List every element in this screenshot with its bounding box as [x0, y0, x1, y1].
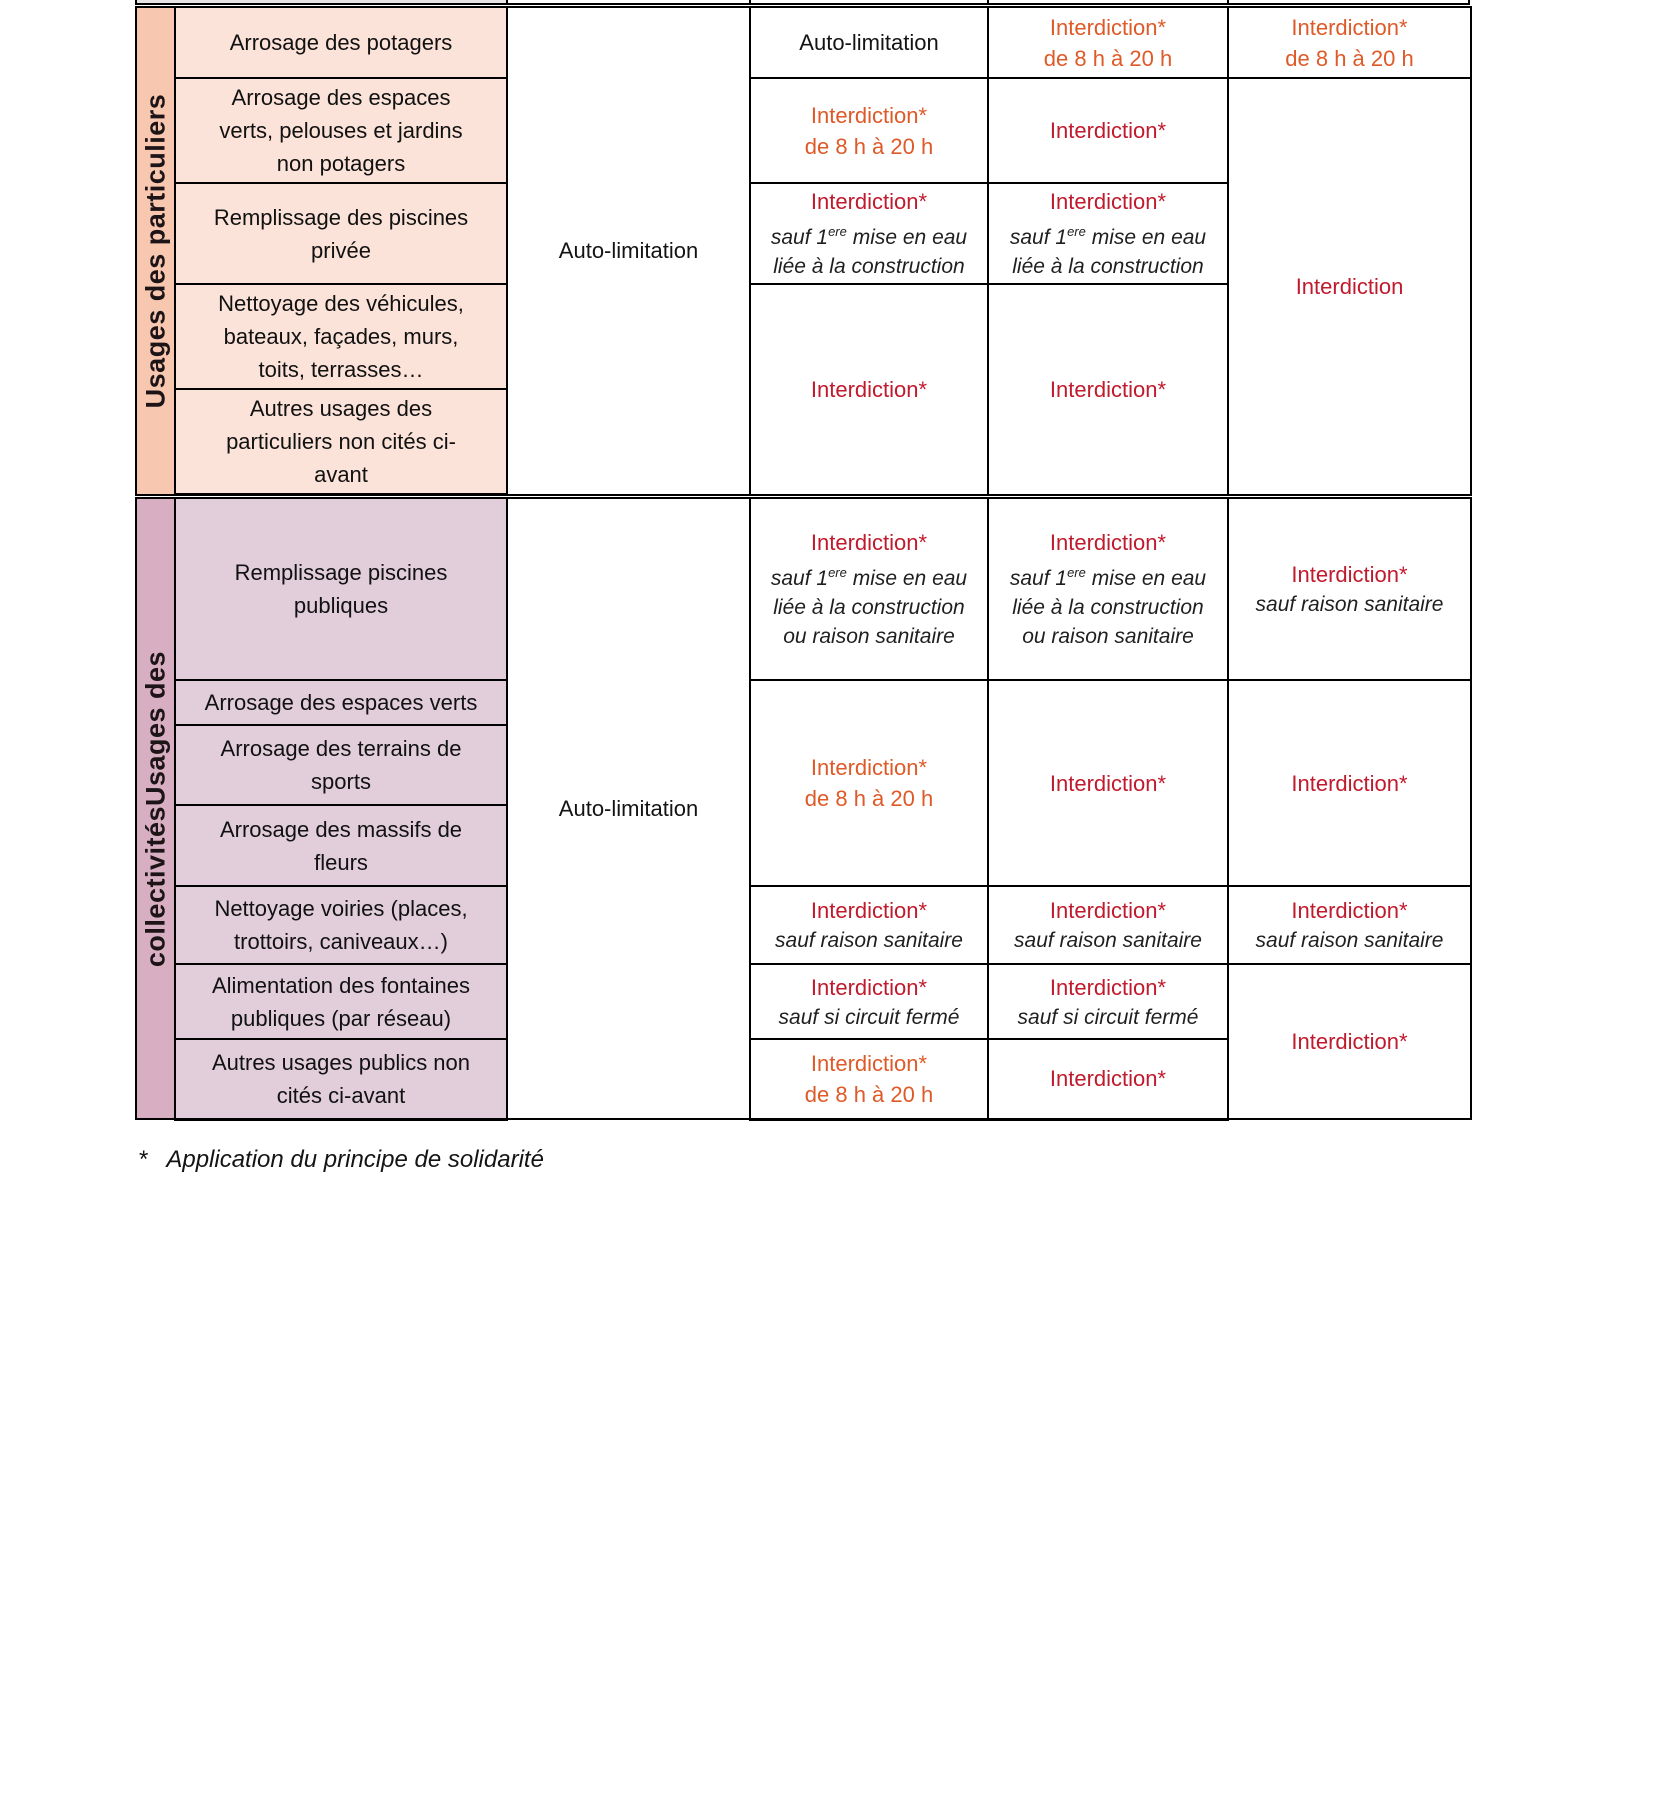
restriction-hours: de 8 h à 20 h [804, 133, 934, 159]
restriction-text: Auto-limitation [558, 796, 699, 821]
restriction-cell [1228, 498, 1471, 680]
restriction-text: Interdiction* [1291, 14, 1408, 40]
restriction-exception: sauf 1ere mise en eau [1009, 565, 1207, 590]
restriction-text: Interdiction* [1291, 1029, 1408, 1054]
restriction-hours: de 8 h à 20 h [1285, 45, 1414, 71]
category-label: toits, terrasses… [258, 357, 424, 382]
restriction-text: Interdiction* [1049, 118, 1167, 143]
restriction-cell [988, 7, 1228, 78]
restriction-exception: liée à la construction [773, 255, 965, 278]
restriction-cell [750, 7, 988, 78]
restriction-cell-merged [988, 284, 1228, 495]
category-label: publiques [293, 593, 389, 618]
restriction-exception: ou raison sanitaire [783, 625, 955, 648]
restriction-text: Interdiction* [810, 974, 928, 1000]
category-label: Arrosage des espaces [231, 85, 451, 110]
category-label: cités ci-avant [276, 1082, 406, 1108]
column-border-tick [1227, 0, 1229, 3]
category-label: Nettoyage voiries (places, [214, 896, 468, 921]
restriction-text: Interdiction* [1291, 898, 1408, 923]
category-label: Arrosage des potagers [229, 30, 453, 55]
restriction-text: Auto-limitation [558, 238, 699, 264]
restriction-exception: sauf raison sanitaire [1255, 593, 1444, 616]
section-side-label-cell [136, 498, 175, 1119]
category-cell [175, 389, 507, 495]
restriction-text: Interdiction* [1049, 974, 1167, 1000]
category-label: sports [311, 769, 371, 794]
category-cell [175, 886, 507, 964]
category-label: Alimentation des fontaines [211, 972, 471, 998]
restriction-cell-merged [988, 680, 1228, 886]
restriction-exception: sauf 1ere mise en eau [770, 224, 968, 249]
restriction-hours: de 8 h à 20 h [1043, 45, 1173, 71]
restriction-exception: liée à la construction [1012, 255, 1204, 278]
restriction-cell [750, 1039, 988, 1119]
restriction-cell-auto-limitation-merged [507, 498, 750, 1119]
category-cell [175, 1039, 507, 1119]
category-cell [175, 725, 507, 805]
restriction-text: Interdiction* [1049, 898, 1167, 923]
restriction-cell [1228, 7, 1471, 78]
category-cell [175, 964, 507, 1039]
restriction-exception: sauf si circuit fermé [1017, 1005, 1199, 1029]
footnote [139, 1146, 544, 1174]
category-label: bateaux, façades, murs, [223, 324, 459, 349]
restriction-text: Interdiction* [1049, 14, 1167, 40]
restriction-text: Interdiction [1295, 273, 1404, 299]
category-label: publiques (par réseau) [230, 1005, 452, 1031]
restriction-cell [988, 886, 1228, 964]
restriction-cell [1228, 886, 1471, 964]
restriction-text: Interdiction* [810, 102, 928, 128]
restriction-cell [750, 964, 988, 1039]
cutoff-header-sliver [135, 0, 1470, 5]
restriction-cell-merged [750, 680, 988, 886]
restriction-cell [750, 498, 988, 680]
table-usages-collectivites [135, 497, 1472, 1121]
restriction-cell-merged [1228, 964, 1471, 1119]
category-cell [175, 498, 507, 680]
table-usages-particuliers [135, 6, 1472, 496]
restriction-exception: sauf raison sanitaire [775, 929, 963, 952]
restriction-text: Interdiction* [1049, 530, 1167, 555]
restriction-exception: liée à la construction [1012, 596, 1204, 619]
category-label: privée [311, 237, 371, 263]
restriction-text: Interdiction* [1049, 376, 1167, 402]
restriction-cell [988, 78, 1228, 183]
restriction-text: Interdiction* [1049, 770, 1167, 796]
category-label: Arrosage des massifs de [219, 816, 463, 842]
restriction-text: Auto-limitation [799, 30, 939, 55]
restriction-exception: sauf 1ere mise en eau [1009, 224, 1207, 249]
category-label: fleurs [314, 849, 368, 875]
restriction-exception: ou raison sanitaire [1022, 625, 1194, 648]
category-cell [175, 680, 507, 725]
category-label: Autres usages des [249, 396, 433, 421]
restriction-cell [988, 964, 1228, 1039]
column-border-tick [987, 0, 989, 3]
restriction-cell [988, 1039, 1228, 1119]
category-label: Autres usages publics non [211, 1049, 471, 1075]
category-label: Remplissage piscines [234, 560, 448, 585]
restriction-hours: de 8 h à 20 h [804, 786, 934, 811]
restriction-cell-merged [1228, 680, 1471, 886]
category-label: particuliers non cités ci- [226, 429, 456, 454]
restriction-text: Interdiction* [810, 189, 928, 214]
restriction-text: Interdiction* [1049, 1066, 1167, 1092]
section-title-particuliers: Usages des particuliers [140, 93, 170, 409]
restriction-text: Interdiction* [810, 755, 928, 780]
restriction-cell [988, 183, 1228, 284]
restriction-exception: sauf 1ere mise en eau [770, 565, 968, 590]
restriction-cell [750, 183, 988, 284]
restriction-text: Interdiction* [810, 530, 928, 555]
category-label: Arrosage des espaces verts [204, 690, 478, 715]
category-cell [175, 284, 507, 389]
restriction-text: Interdiction* [810, 898, 928, 923]
category-cell [175, 183, 507, 284]
restriction-cell-auto-limitation-merged [507, 7, 750, 495]
category-label: avant [314, 462, 368, 487]
section-side-label-cell [136, 7, 175, 495]
category-label: Arrosage des terrains de [220, 736, 462, 761]
column-border-tick [749, 0, 751, 3]
restriction-exception: liée à la construction [773, 596, 965, 619]
restriction-exception: sauf si circuit fermé [778, 1005, 960, 1029]
category-label: verts, pelouses et jardins [219, 118, 463, 143]
category-cell [175, 78, 507, 183]
restriction-cell [750, 886, 988, 964]
restriction-text: Interdiction* [1049, 189, 1167, 214]
restriction-cell-merged [1228, 78, 1471, 495]
restriction-text: Interdiction* [810, 376, 928, 402]
footnote-text: Application du principe de solidarité [166, 1146, 544, 1173]
category-cell [175, 805, 507, 886]
footnote-asterisk: * [139, 1146, 149, 1173]
restriction-text: Interdiction* [810, 1050, 928, 1076]
restriction-exception: sauf raison sanitaire [1255, 929, 1444, 952]
cutoff-header-cell [137, 0, 508, 3]
restriction-text: Interdiction* [1291, 562, 1408, 587]
category-label: Remplissage des piscines [213, 204, 469, 230]
restriction-cell [750, 78, 988, 183]
restriction-exception: sauf raison sanitaire [1014, 929, 1202, 952]
restriction-cell [988, 498, 1228, 680]
restriction-hours: de 8 h à 20 h [804, 1081, 934, 1107]
category-label: trottoirs, caniveaux…) [234, 929, 448, 954]
restriction-text: Interdiction* [1291, 770, 1408, 796]
category-label: non potagers [276, 151, 406, 176]
restriction-cell-merged [750, 284, 988, 495]
category-label: Nettoyage des véhicules, [218, 291, 464, 316]
category-cell [175, 7, 507, 78]
section-title-collectivites: collectivitésUsages des [140, 650, 170, 967]
